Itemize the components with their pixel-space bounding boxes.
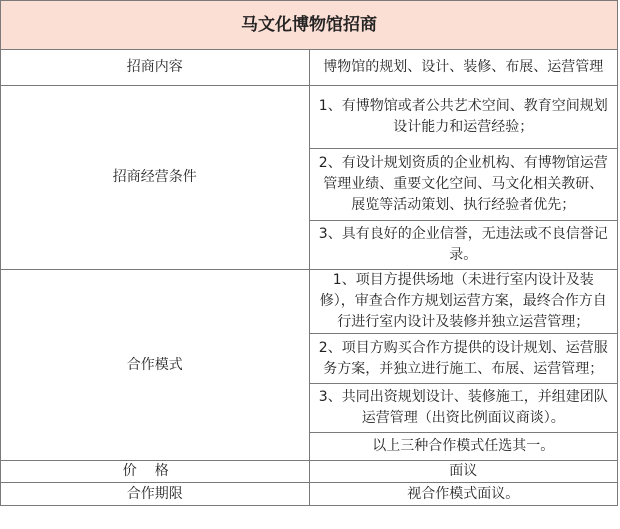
condition-item-1: 1、有博物馆或者公共艺术空间、教育空间规划设计能力和运营经验； [309,86,618,149]
cooperation-note: 以上三种合作模式任选其一。 [309,433,618,461]
condition-item-3: 3、具有良好的企业信誉，无违法或不良信誉记录。 [309,221,618,270]
cooperation-item-2: 2、项目方购买合作方提供的设计规划、运营服务方案，并独立进行施工、布展、运营管理； [309,334,618,384]
condition-item-2: 2、有设计规划资质的企业机构、有博物馆运营管理业绩、重要文化空间、马文化相关教研、展览等活动策划、执行经验者优先； [309,149,618,221]
price-label [1,461,310,483]
cooperation-label: 合作模式 [1,270,310,461]
content-label: 招商内容 [1,50,310,86]
period-value: 视合作模式面议。 [309,483,618,506]
cooperation-item-1: 1、项目方提供场地（未进行室内设计及装修），审查合作方规划运营方案，最终合作方自行进行室内设计及装修并独立运营管理； [309,270,618,334]
price-label-text: 价格 [122,463,187,479]
period-label: 合作期限 [1,483,310,506]
conditions-label: 招商经营条件 [1,86,310,270]
cooperation-item-3: 3、共同出资规划设计、装修施工，并组建团队运营管理（出资比例面议商谈）。 [309,384,618,433]
content-value: 博物馆的规划、设计、装修、布展、运营管理 [309,50,618,86]
table-title: 马文化博物馆招商 [1,1,618,50]
price-value: 面议 [309,461,618,483]
